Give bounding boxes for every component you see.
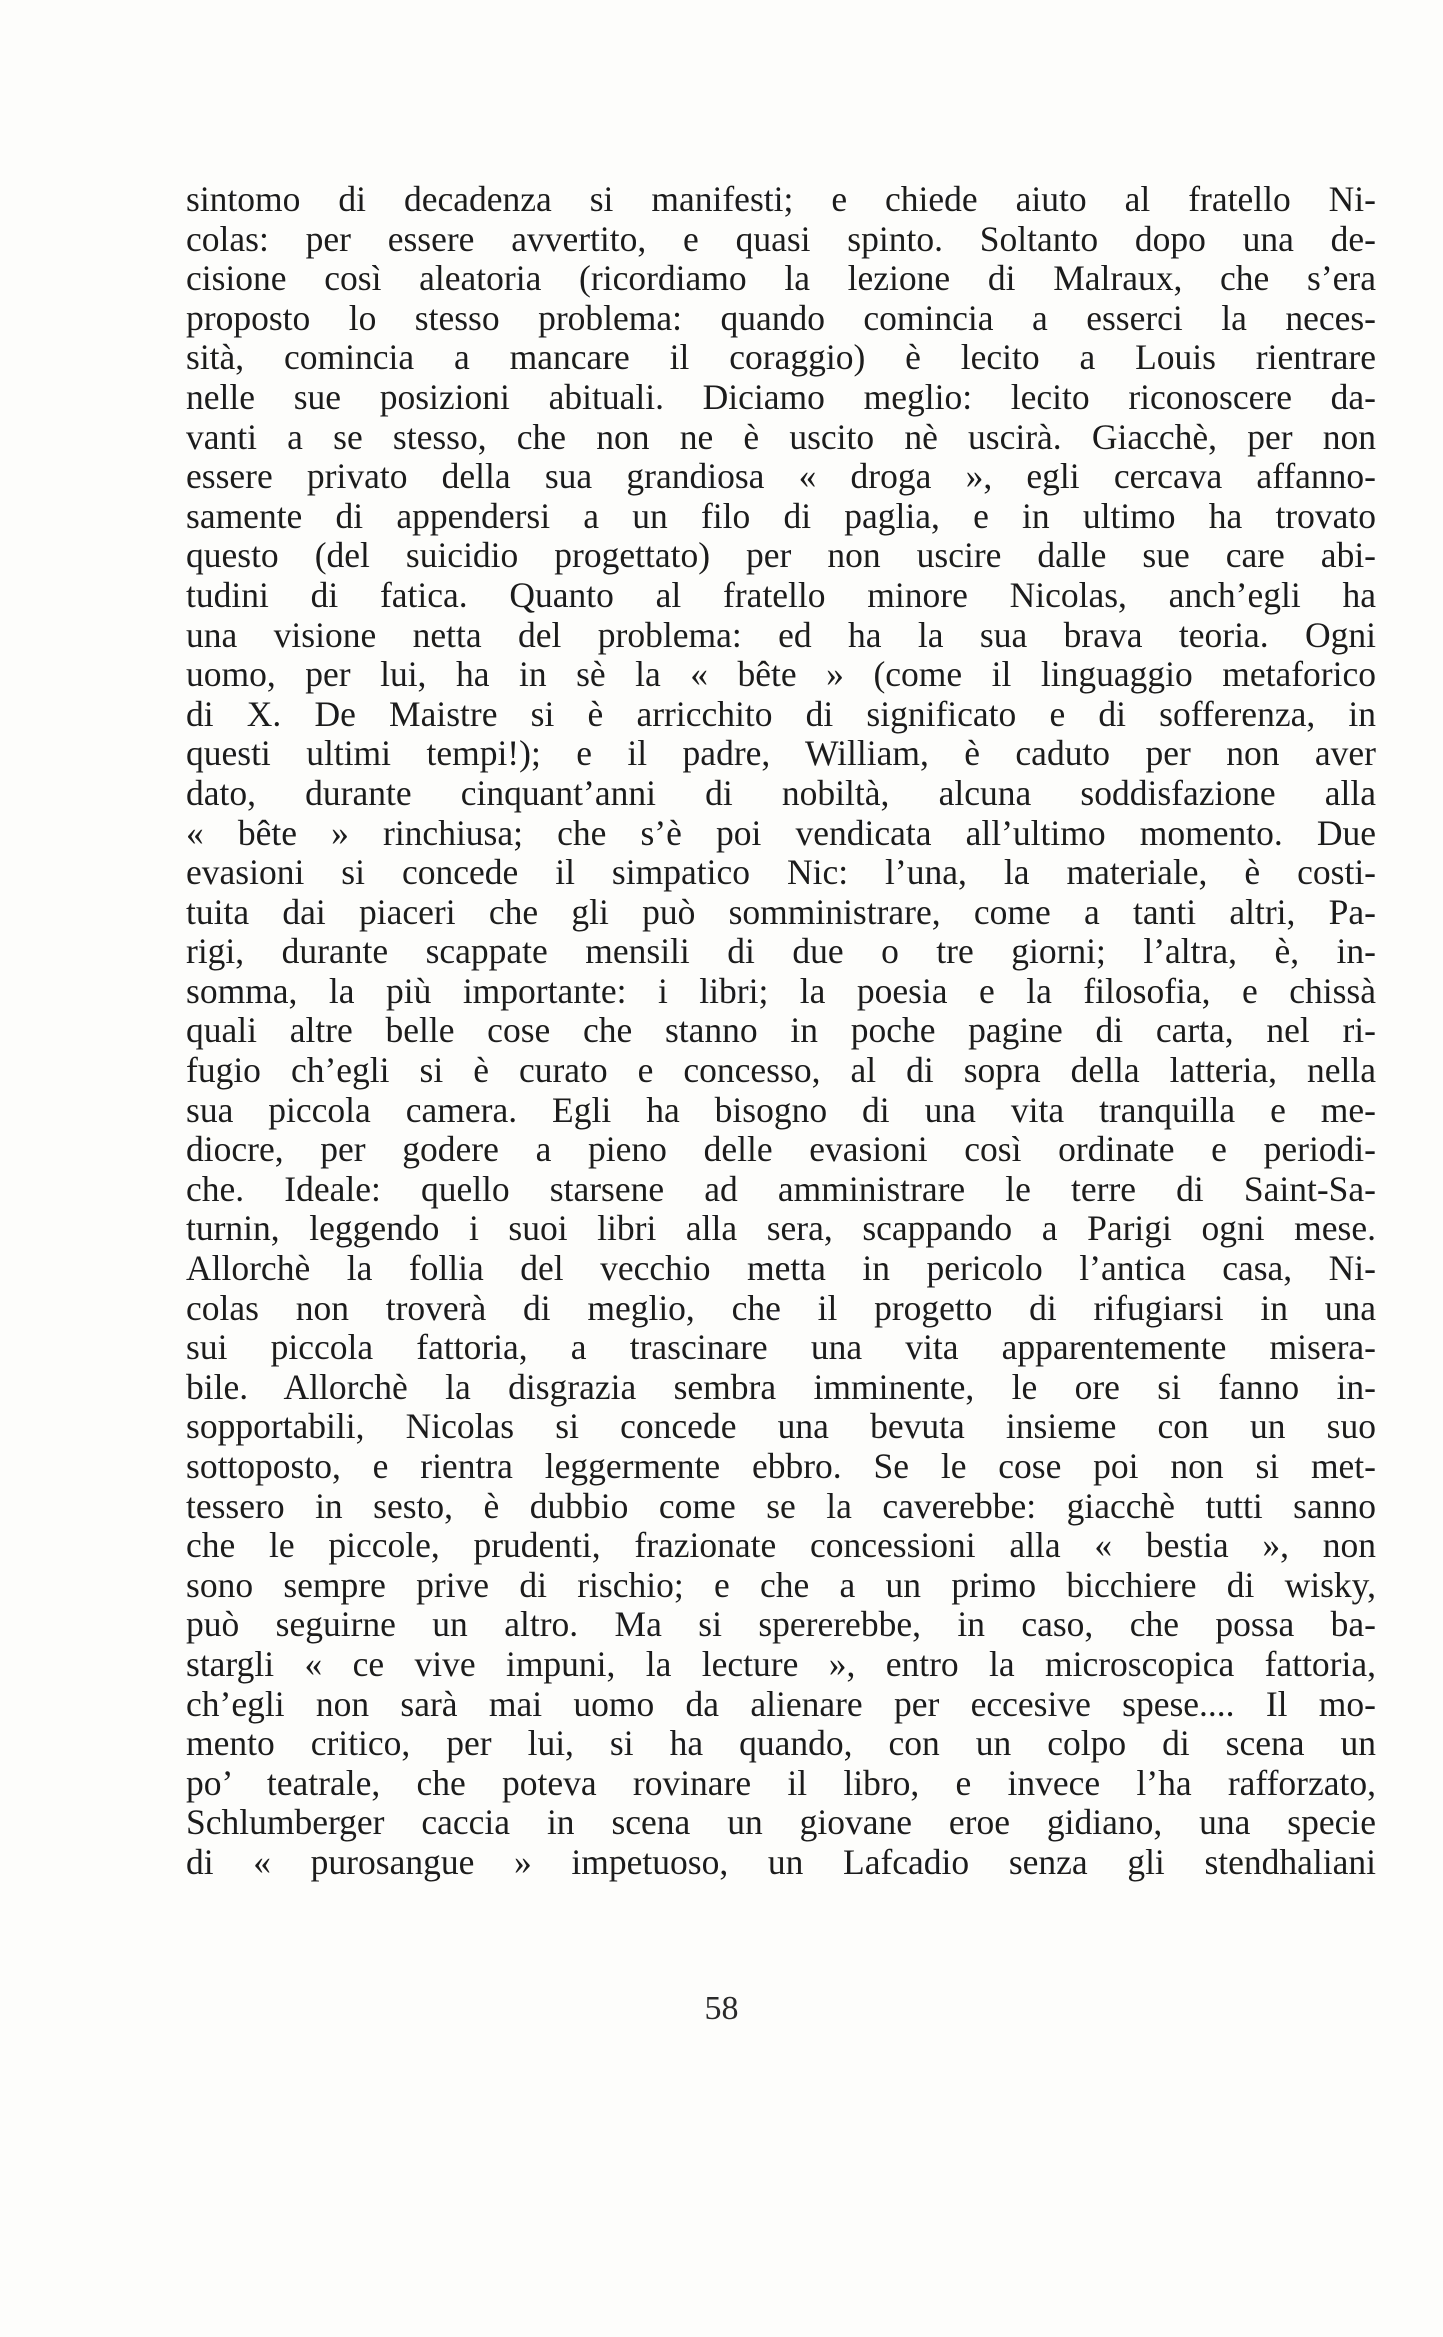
- text-line: che. Ideale: quello starsene ad amministrare le terre di Saint-Sa-: [186, 1168, 1376, 1209]
- text-line: colas: per essere avvertito, e quasi spinto. Soltanto dopo una de-: [186, 218, 1376, 259]
- text-line: che le piccole, prudenti, frazionate concessioni alla « bestia », non: [186, 1525, 1376, 1566]
- text-line: vanti a se stesso, che non ne è uscito nè uscirà. Giacchè, per non: [186, 416, 1376, 457]
- text-line: sono sempre prive di rischio; e che a un primo bicchiere di wisky,: [186, 1564, 1376, 1605]
- text-line: « bête » rinchiusa; che s’è poi vendicata all’ultimo momento. Due: [186, 812, 1376, 853]
- text-line: questo (del suicidio progettato) per non uscire dalle sue care abi-: [186, 535, 1376, 576]
- text-line: essere privato della sua grandiosa « droga », egli cercava affanno-: [186, 456, 1376, 497]
- text-line: di « purosangue » impetuoso, un Lafcadio senza gli stendhaliani: [186, 1841, 1376, 1882]
- text-line: tessero in sesto, è dubbio come se la caverebbe: giacchè tutti sanno: [186, 1485, 1376, 1526]
- text-line: uomo, per lui, ha in sè la « bête » (come il linguaggio metaforico: [186, 654, 1376, 695]
- text-line: sui piccola fattoria, a trascinare una vita apparentemente misera-: [186, 1327, 1376, 1368]
- text-line: cisione così aleatoria (ricordiamo la lezione di Malraux, che s’era: [186, 258, 1376, 299]
- text-line: proposto lo stesso problema: quando comincia a esserci la neces-: [186, 297, 1376, 338]
- text-line: una visione netta del problema: ed ha la sua brava teoria. Ogni: [186, 614, 1376, 655]
- text-line: ch’egli non sarà mai uomo da alienare per eccesive spese.... Il mo-: [186, 1683, 1376, 1724]
- text-line: samente di appendersi a un filo di paglia, e in ultimo ha trovato: [186, 495, 1376, 536]
- text-line: tuita dai piaceri che gli può somministrare, come a tanti altri, Pa-: [186, 891, 1376, 932]
- text-line: po’ teatrale, che poteva rovinare il libro, e invece l’ha rafforzato,: [186, 1762, 1376, 1803]
- text-line: tudini di fatica. Quanto al fratello minore Nicolas, anch’egli ha: [186, 574, 1376, 615]
- text-line: Schlumberger caccia in scena un giovane eroe gidiano, una specie: [186, 1802, 1376, 1843]
- text-line: sua piccola camera. Egli ha bisogno di una vita tranquilla e me-: [186, 1089, 1376, 1130]
- text-line: evasioni si concede il simpatico Nic: l’una, la materiale, è costi-: [186, 852, 1376, 893]
- text-line: fugio ch’egli si è curato e concesso, al di sopra della latteria, nella: [186, 1050, 1376, 1091]
- text-line: stargli « ce vive impuni, la lecture », entro la microscopica fattoria,: [186, 1643, 1376, 1684]
- text-line: nelle sue posizioni abituali. Diciamo meglio: lecito riconoscere da-: [186, 376, 1376, 417]
- text-line: colas non troverà di meglio, che il progetto di rifugiarsi in una: [186, 1287, 1376, 1328]
- text-line: turnin, leggendo i suoi libri alla sera, scappando a Parigi ogni mese.: [186, 1208, 1376, 1249]
- page-number: 58: [704, 1990, 739, 2027]
- text-line: somma, la più importante: i libri; la poesia e la filosofia, e chissà: [186, 970, 1376, 1011]
- text-line: mento critico, per lui, si ha quando, con un colpo di scena un: [186, 1723, 1376, 1764]
- text-line: può seguirne un altro. Ma si spererebbe, in caso, che possa ba-: [186, 1604, 1376, 1645]
- text-line: dato, durante cinquant’anni di nobiltà, alcuna soddisfazione alla: [186, 772, 1376, 813]
- text-line: quali altre belle cose che stanno in poche pagine di carta, nel ri-: [186, 1010, 1376, 1051]
- text-line: bile. Allorchè la disgrazia sembra imminente, le ore si fanno in-: [186, 1366, 1376, 1407]
- text-line: rigi, durante scappate mensili di due o tre giorni; l’altra, è, in-: [186, 931, 1376, 972]
- text-line: diocre, per godere a pieno delle evasioni così ordinate e periodi-: [186, 1129, 1376, 1170]
- text-line: Allorchè la follia del vecchio metta in pericolo l’antica casa, Ni-: [186, 1248, 1376, 1289]
- text-line: di X. De Maistre si è arricchito di significato e di sofferenza, in: [186, 693, 1376, 734]
- text-line: sintomo di decadenza si manifesti; e chiede aiuto al fratello Ni-: [186, 179, 1376, 219]
- text-line: sopportabili, Nicolas si concede una bevuta insieme con un suo: [186, 1406, 1376, 1447]
- text-line: sottoposto, e rientra leggermente ebbro. Se le cose poi non si met-: [186, 1446, 1376, 1486]
- body-text: [186, 180, 1376, 1883]
- text-line: questi ultimi tempi!); e il padre, William, è caduto per non aver: [186, 733, 1376, 774]
- text-line: sità, comincia a mancare il coraggio) è lecito a Louis rientrare: [186, 337, 1376, 378]
